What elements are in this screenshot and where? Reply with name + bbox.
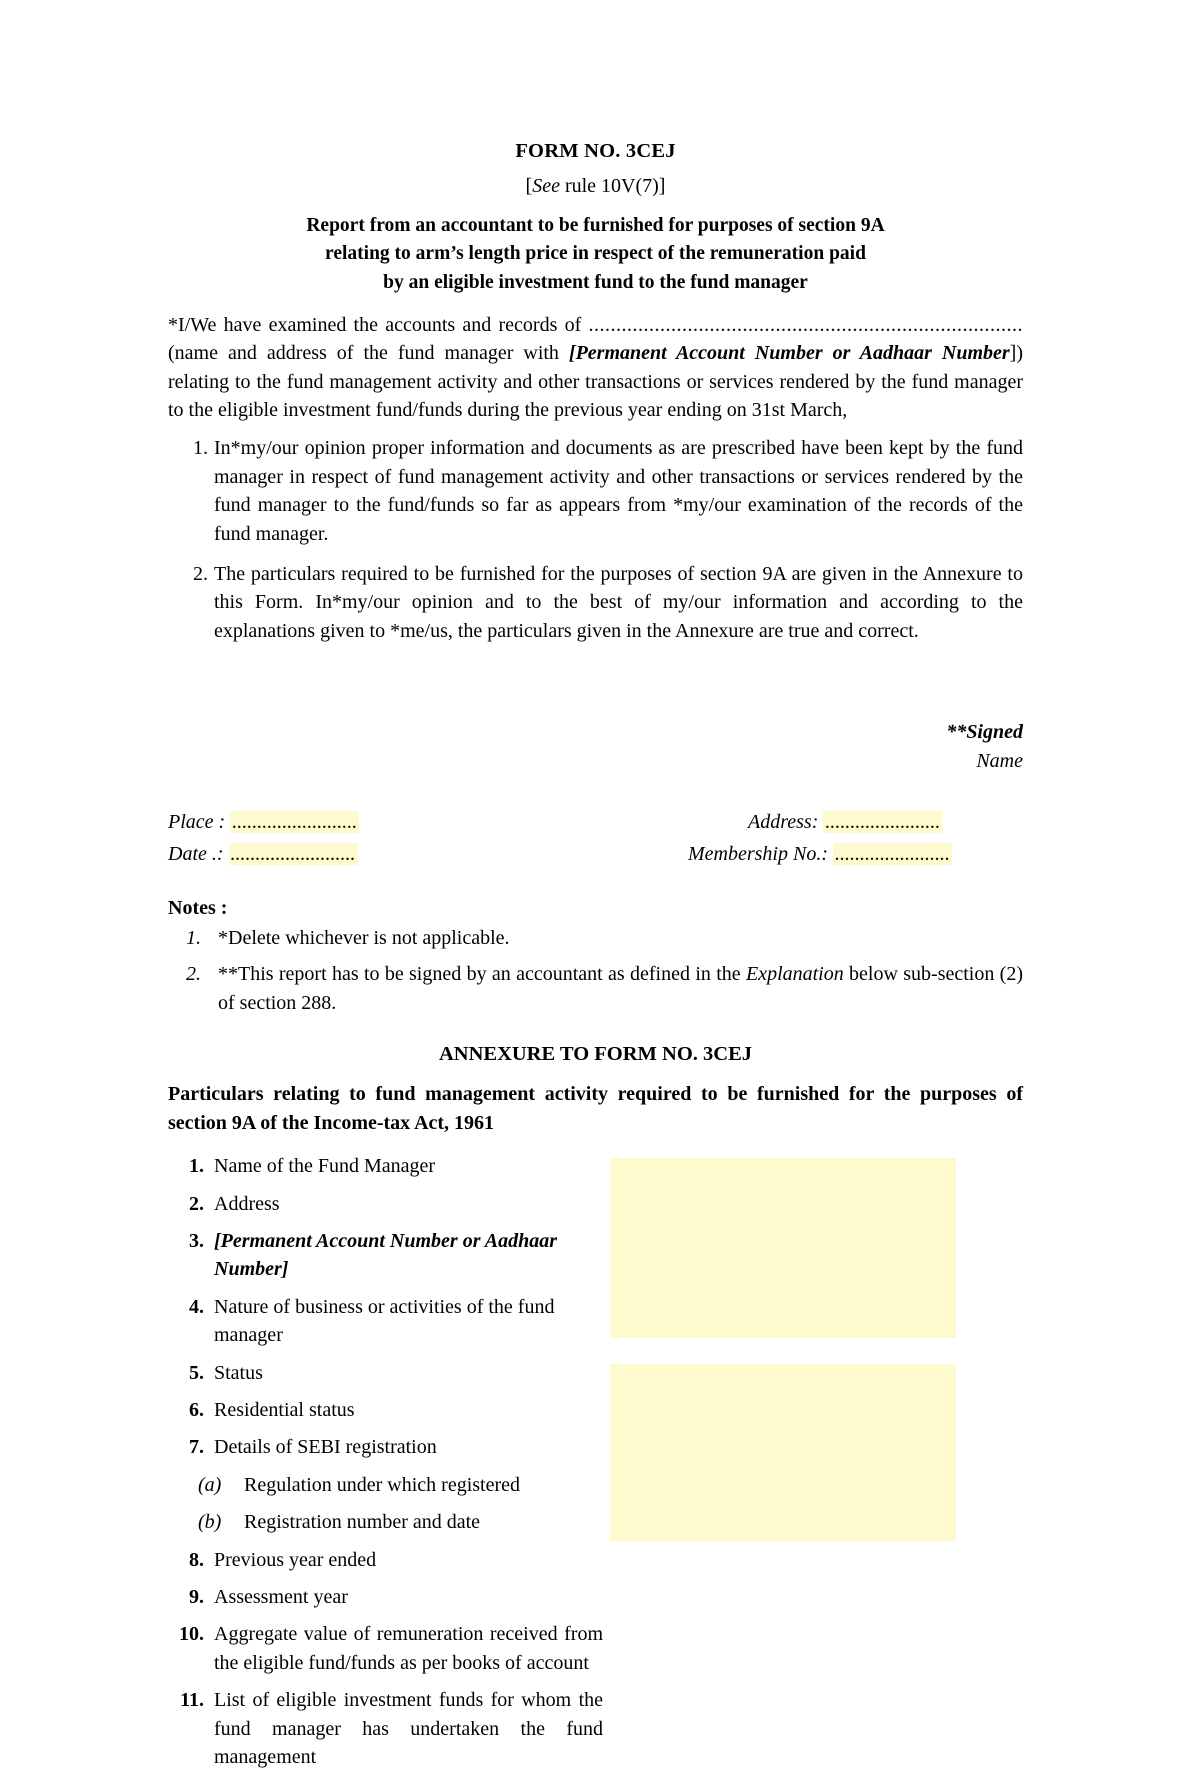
name-label: Name xyxy=(976,750,1023,773)
annex-subitem-number: (b) xyxy=(198,1511,222,1534)
annex-item-number: 4. xyxy=(189,1295,204,1318)
list-item xyxy=(168,1227,1023,1284)
notes-list xyxy=(168,924,1023,1017)
list-item xyxy=(168,434,1023,548)
annexure-title: ANNEXURE TO FORM NO. 3CEJ xyxy=(438,1043,753,1066)
rule-ref-open-bracket: [ xyxy=(525,175,533,197)
annex-item-number: 1. xyxy=(189,1155,204,1178)
list-item-text: In*my/our opinion proper information and documents as are prescribed have been kept by the fund manager in respect of fund management activity and other transactions or services rendered by the fund manager to the fund/funds so far as appears from *my/our examination of the records of the fund manager. xyxy=(214,437,1023,545)
annex-item-text: Nature of business or activities of the fund manager xyxy=(214,1295,555,1347)
form-title: FORM NO. 3CEJ xyxy=(515,140,676,162)
annex-subitem-number: (a) xyxy=(198,1473,222,1496)
address-input[interactable]: ....................... xyxy=(825,811,941,834)
subject-line-3: by an eligible investment fund to the fund manager xyxy=(383,271,808,293)
rule-ref-see: See xyxy=(532,175,560,197)
annex-item-number: 8. xyxy=(189,1548,204,1571)
list-item xyxy=(168,1686,1023,1771)
annex-item-text: List of eligible investment funds for whom the fund manager has undertaken the fund management xyxy=(214,1689,603,1768)
membership-field xyxy=(688,843,952,866)
pan-aadhaar-bracket: [Permanent Account Number or Aadhaar Number xyxy=(568,342,1010,365)
membership-label: Membership No.: xyxy=(688,843,828,866)
rule-reference xyxy=(168,175,1023,198)
annex-item-text: Assessment year xyxy=(214,1585,348,1608)
annex-item-text: Aggregate value of remuneration received from the eligible fund/funds as per books of account xyxy=(214,1623,603,1674)
annex-item-text: Status xyxy=(214,1361,263,1384)
list-item xyxy=(168,1471,1023,1499)
note-text-b: below sub-section (2) of section 288. xyxy=(218,963,1023,1014)
declaration-list xyxy=(168,434,1023,645)
form-subject xyxy=(168,212,1023,297)
list-item xyxy=(168,924,1023,952)
opening-paragraph xyxy=(168,311,1023,425)
list-item xyxy=(168,560,1023,645)
place-field xyxy=(168,811,359,834)
annex-item-number: 9. xyxy=(189,1585,204,1608)
address-field xyxy=(748,811,942,834)
annexure-area xyxy=(168,1152,1023,1771)
address-field-highlight[interactable] xyxy=(610,781,1023,811)
note-number: 2. xyxy=(186,963,201,986)
opening-text-a: *I/We have examined the accounts and records of xyxy=(168,313,582,336)
annex-item-text: Regulation under which registered xyxy=(244,1473,521,1496)
note-text-explanation: Explanation xyxy=(745,963,844,986)
list-item-text: The particulars required to be furnished for the purposes of section 9A are given in the Annexure to this Form. In*my/our opinion and to the best of my/our information and according to the explanations given to *me/us, the particulars given in the Annexure are true and correct. xyxy=(214,562,1023,642)
annex-item-number: 11. xyxy=(180,1689,204,1712)
list-item xyxy=(168,1508,1023,1536)
document-content xyxy=(168,140,1023,1780)
annexure-list xyxy=(168,1152,1023,1771)
list-item xyxy=(168,1433,1023,1461)
list-item xyxy=(168,1293,1023,1350)
annex-item-number: 10. xyxy=(179,1623,204,1646)
list-item xyxy=(168,1583,1023,1611)
signature-block xyxy=(168,693,1023,883)
notes-title: Notes : xyxy=(168,897,228,920)
note-text-a: **This report has to be signed by an accountant as defined in the xyxy=(218,963,746,986)
annex-item-text: Residential status xyxy=(214,1399,355,1421)
list-item xyxy=(168,1359,1023,1387)
annex-item-text: Previous year ended xyxy=(214,1548,377,1571)
list-item xyxy=(168,1620,1023,1677)
date-label: Date .: xyxy=(168,843,224,866)
annexure-subtitle: Particulars relating to fund management activity required to be furnished for the purposes of section 9A of the Income-tax Act, 1961 xyxy=(168,1083,1023,1135)
list-item xyxy=(168,1152,1023,1180)
annex-item-number: 3. xyxy=(189,1230,204,1253)
place-input[interactable]: ......................... xyxy=(232,811,358,834)
list-item-number: 2. xyxy=(193,562,208,585)
list-item xyxy=(168,1190,1023,1218)
note-text: *Delete whichever is not applicable. xyxy=(218,927,510,950)
list-item xyxy=(168,1546,1023,1574)
opening-dots: ............................................................................... xyxy=(588,313,1023,336)
annex-item-text-italic: [Permanent Account Number or Aadhaar Number] xyxy=(214,1230,557,1281)
annex-item-number: 6. xyxy=(189,1399,204,1421)
date-field xyxy=(168,843,358,866)
opening-text-c: ]) xyxy=(1009,342,1023,365)
date-input[interactable]: ......................... xyxy=(230,843,356,866)
annex-item-number: 7. xyxy=(189,1436,204,1459)
list-item xyxy=(168,960,1023,1017)
subject-line-1: Report from an accountant to be furnished for purposes of section 9A xyxy=(306,215,885,236)
opening-text-d: relating to the fund management activity and other transactions or services rendered by the fund manager to the eligible investment fund/funds during the previous year ending on 31st March, xyxy=(168,370,1023,421)
annex-item-text: Registration number and date xyxy=(244,1511,481,1534)
subject-line-2: relating to arm’s length price in respect of the remuneration paid xyxy=(325,243,866,265)
annex-item-number: 2. xyxy=(189,1192,204,1215)
annex-item-text: Address xyxy=(214,1192,280,1215)
rule-ref-text: rule 10V(7)] xyxy=(559,175,666,197)
membership-input[interactable]: ....................... xyxy=(834,843,950,866)
signature-field-highlight[interactable] xyxy=(610,693,1023,719)
annex-item-text: Details of SEBI registration xyxy=(214,1436,437,1459)
list-item-number: 1. xyxy=(193,437,208,460)
opening-text-b: (name and address of the fund manager with xyxy=(168,342,569,365)
annex-item-text: Name of the Fund Manager xyxy=(214,1155,436,1178)
note-number: 1. xyxy=(186,927,201,950)
list-item xyxy=(168,1396,1023,1424)
annex-item-number: 5. xyxy=(189,1361,204,1384)
place-label: Place : xyxy=(168,811,226,834)
signed-label: **Signed xyxy=(946,721,1023,744)
address-label: Address: xyxy=(748,811,819,834)
